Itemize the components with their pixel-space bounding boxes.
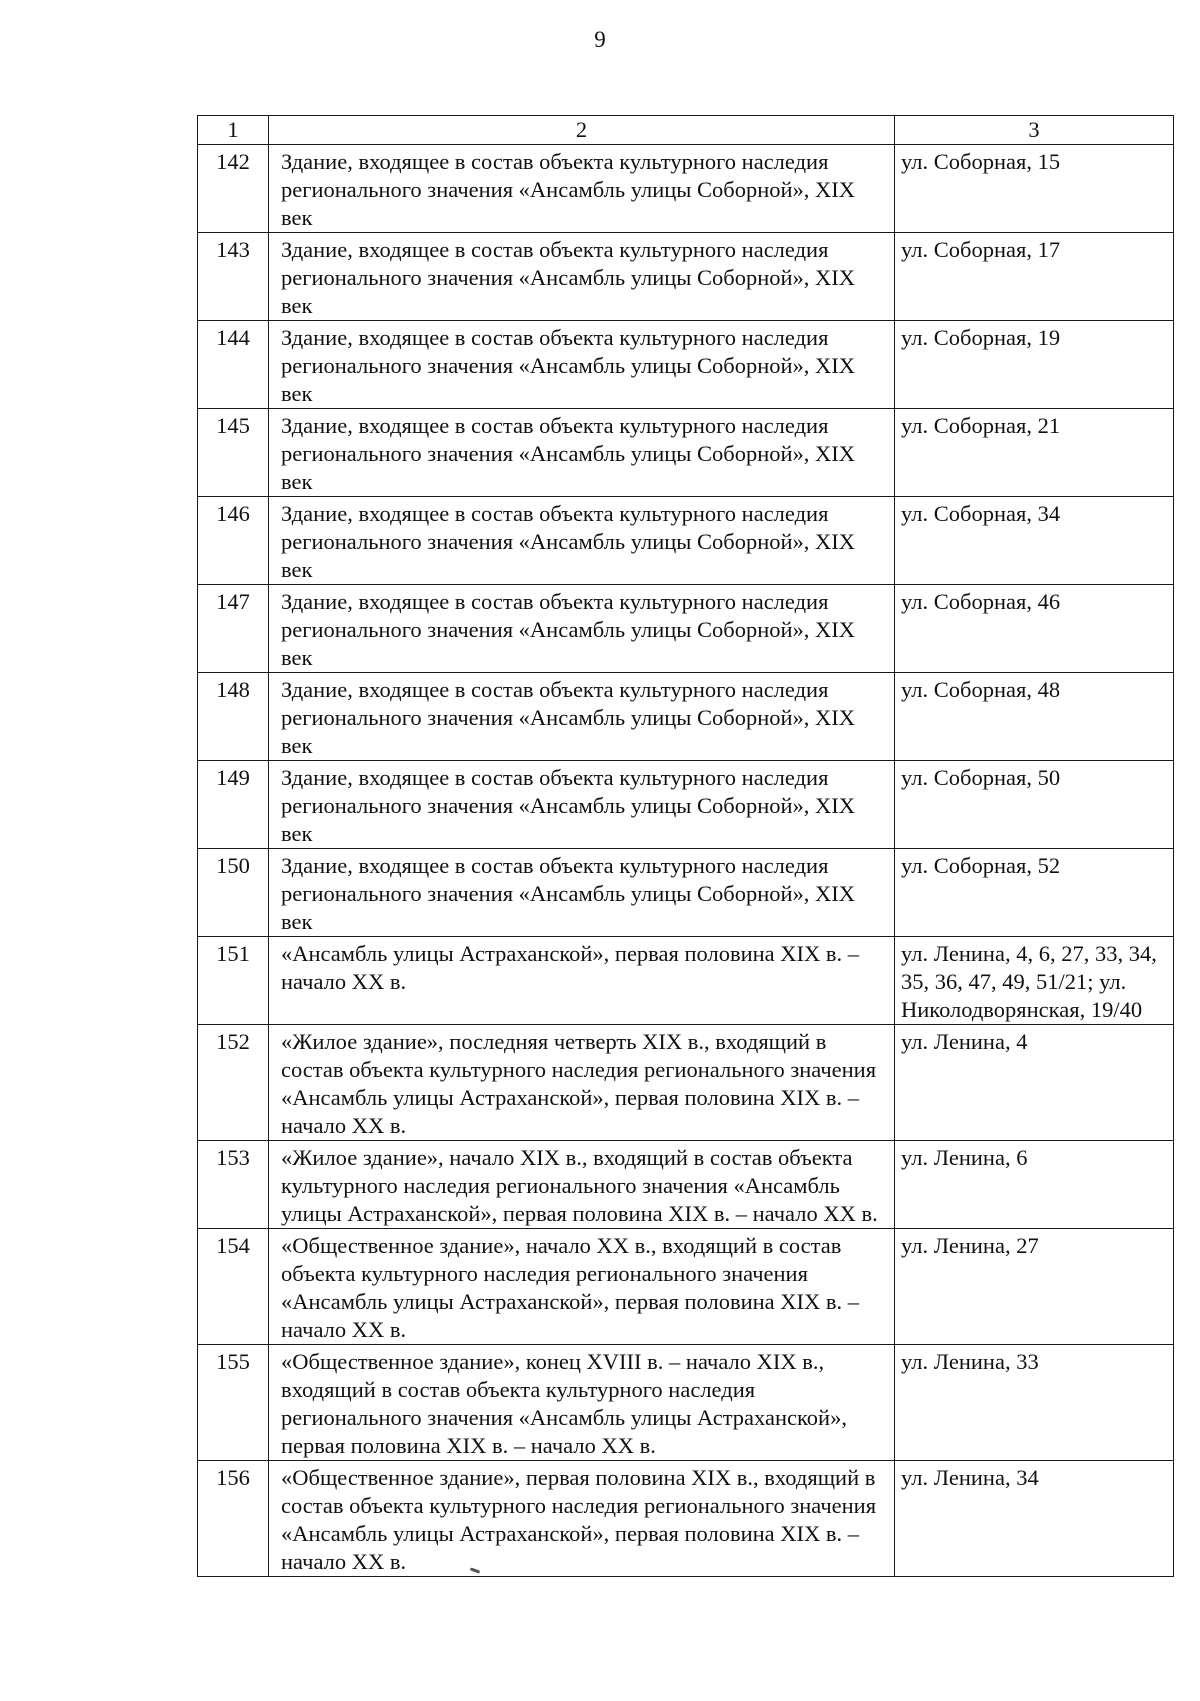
- row-number: 150: [198, 849, 269, 937]
- row-number: 143: [198, 233, 269, 321]
- row-number: 149: [198, 761, 269, 849]
- object-address: ул. Соборная, 34: [895, 497, 1174, 585]
- table-row: [198, 673, 1174, 761]
- table-row: [198, 321, 1174, 409]
- object-name: Здание, входящее в состав объекта культурного наследия регионального значения «Ансамбль улицы Соборной», XIX век: [269, 321, 895, 409]
- table-header-row: [198, 116, 1174, 145]
- object-address: ул. Соборная, 46: [895, 585, 1174, 673]
- object-address: ул. Соборная, 19: [895, 321, 1174, 409]
- object-address: ул. Ленина, 6: [895, 1141, 1174, 1229]
- object-name: «Общественное здание», первая половина XIX в., входящий в состав объекта культурного наследия регионального значения «Ансамбль улицы Астраханской», первая половина XIX в. – начало XX в.: [269, 1461, 895, 1577]
- row-number: 156: [198, 1461, 269, 1577]
- row-number: 142: [198, 145, 269, 233]
- object-name: Здание, входящее в состав объекта культурного наследия регионального значения «Ансамбль улицы Соборной», XIX век: [269, 849, 895, 937]
- row-number: 147: [198, 585, 269, 673]
- heritage-objects-table: [197, 115, 1174, 1577]
- column-header-number: 1: [198, 116, 269, 145]
- table-row: [198, 1229, 1174, 1345]
- object-address: ул. Соборная, 48: [895, 673, 1174, 761]
- row-number: 148: [198, 673, 269, 761]
- table-row: [198, 1141, 1174, 1229]
- table-row: [198, 1345, 1174, 1461]
- column-header-address: 3: [895, 116, 1174, 145]
- table-row: [198, 849, 1174, 937]
- row-number: 146: [198, 497, 269, 585]
- object-name: «Общественное здание», конец XVIII в. – начало XIX в., входящий в состав объекта культурного наследия регионального значения «Ансамбль улицы Астраханской», первая половина XIX в. – начало XX в.: [269, 1345, 895, 1461]
- object-address: ул. Ленина, 27: [895, 1229, 1174, 1345]
- table-row: [198, 585, 1174, 673]
- table-row: [198, 497, 1174, 585]
- object-name: Здание, входящее в состав объекта культурного наследия регионального значения «Ансамбль улицы Соборной», XIX век: [269, 233, 895, 321]
- object-address: ул. Соборная, 50: [895, 761, 1174, 849]
- table-row: [198, 761, 1174, 849]
- table-row: [198, 1461, 1174, 1577]
- object-name: Здание, входящее в состав объекта культурного наследия регионального значения «Ансамбль улицы Соборной», XIX век: [269, 761, 895, 849]
- row-number: 151: [198, 937, 269, 1025]
- object-name: «Общественное здание», начало XX в., входящий в состав объекта культурного наследия регионального значения «Ансамбль улицы Астраханской», первая половина XIX в. – начало XX в.: [269, 1229, 895, 1345]
- object-address: ул. Ленина, 33: [895, 1345, 1174, 1461]
- row-number: 155: [198, 1345, 269, 1461]
- row-number: 154: [198, 1229, 269, 1345]
- table-row: [198, 409, 1174, 497]
- object-address: ул. Ленина, 4, 6, 27, 33, 34, 35, 36, 47, 49, 51/21; ул. Николодворянская, 19/40: [895, 937, 1174, 1025]
- page-number: 9: [594, 27, 606, 52]
- object-name: Здание, входящее в состав объекта культурного наследия регионального значения «Ансамбль улицы Соборной», XIX век: [269, 673, 895, 761]
- row-number: 144: [198, 321, 269, 409]
- table-row: [198, 1025, 1174, 1141]
- table-row: [198, 937, 1174, 1025]
- row-number: 153: [198, 1141, 269, 1229]
- object-name: Здание, входящее в состав объекта культурного наследия регионального значения «Ансамбль улицы Соборной», XIX век: [269, 585, 895, 673]
- object-address: ул. Ленина, 34: [895, 1461, 1174, 1577]
- object-address: ул. Соборная, 17: [895, 233, 1174, 321]
- object-address: ул. Ленина, 4: [895, 1025, 1174, 1141]
- column-header-name: 2: [269, 116, 895, 145]
- object-name: Здание, входящее в состав объекта культурного наследия регионального значения «Ансамбль улицы Соборной», XIX век: [269, 409, 895, 497]
- row-number: 152: [198, 1025, 269, 1141]
- table-row: [198, 233, 1174, 321]
- object-address: ул. Соборная, 15: [895, 145, 1174, 233]
- object-name: «Ансамбль улицы Астраханской», первая половина XIX в. – начало XX в.: [269, 937, 895, 1025]
- object-address: ул. Соборная, 52: [895, 849, 1174, 937]
- table-row: [198, 145, 1174, 233]
- object-name: «Жилое здание», последняя четверть XIX в., входящий в состав объекта культурного наследия регионального значения «Ансамбль улицы Астраханской», первая половина XIX в. – начало XX в.: [269, 1025, 895, 1141]
- object-name: Здание, входящее в состав объекта культурного наследия регионального значения «Ансамбль улицы Соборной», XIX век: [269, 145, 895, 233]
- row-number: 145: [198, 409, 269, 497]
- object-name: Здание, входящее в состав объекта культурного наследия регионального значения «Ансамбль улицы Соборной», XIX век: [269, 497, 895, 585]
- object-address: ул. Соборная, 21: [895, 409, 1174, 497]
- object-name: «Жилое здание», начало XIX в., входящий в состав объекта культурного наследия регионального значения «Ансамбль улицы Астраханской», первая половина XIX в. – начало XX в.: [269, 1141, 895, 1229]
